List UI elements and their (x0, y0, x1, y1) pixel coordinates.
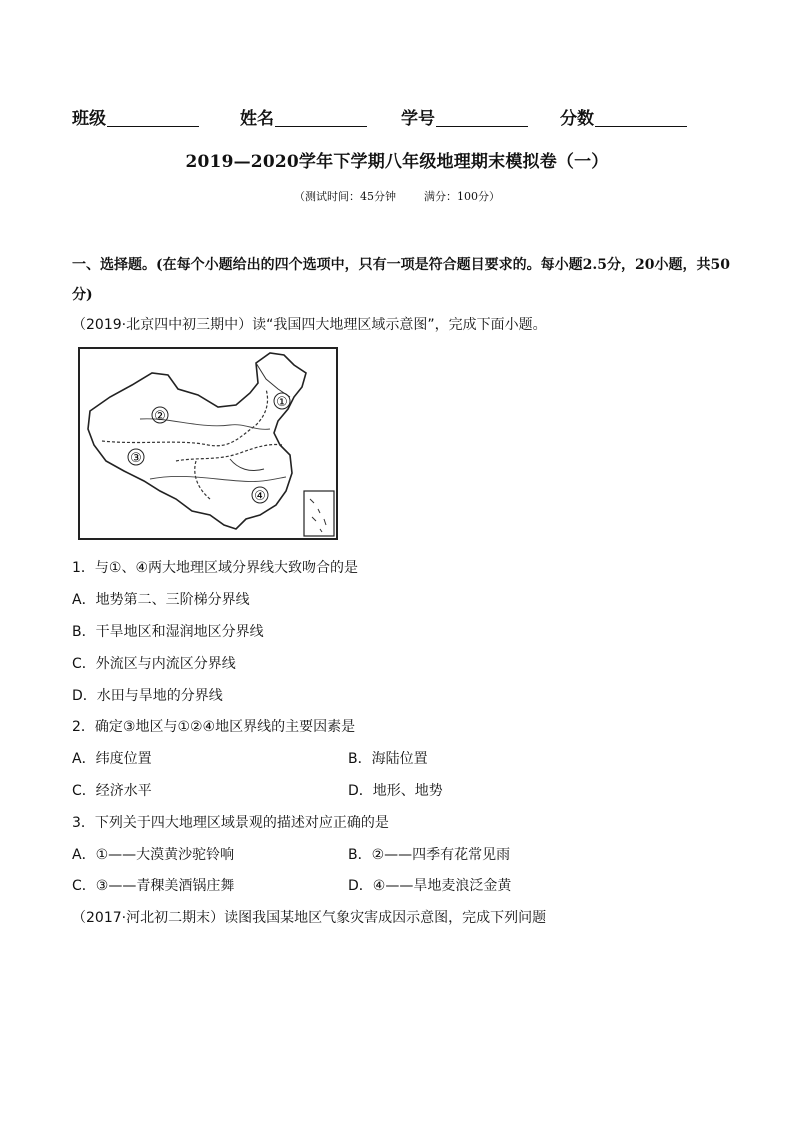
question-2-stem: 2．确定③地区与①②④地区界线的主要因素是 (72, 719, 356, 735)
name-label: 姓名 (240, 109, 274, 129)
q2-option-c[interactable]: C．经济水平 (72, 783, 152, 799)
full-score: 满分：100分） (424, 190, 500, 203)
map-label-3: ③ (130, 451, 142, 466)
student-id-blank[interactable] (436, 108, 528, 127)
question-3-stem: 3．下列关于四大地理区域景观的描述对应正确的是 (72, 815, 389, 831)
source-note-2: （2017·河北初二期末）读图我国某地区气象灾害成因示意图，完成下列问题 (72, 910, 547, 926)
class-field (72, 104, 199, 129)
score-label: 分数 (560, 109, 594, 129)
class-label: 班级 (72, 109, 106, 129)
q1-option-d[interactable]: D．水田与旱地的分界线 (72, 688, 223, 704)
map-label-4: ④ (254, 489, 266, 504)
q2-option-a[interactable]: A．纬度位置 (72, 751, 152, 767)
question-1-stem: 1．与①、④两大地理区域分界线大致吻合的是 (72, 560, 359, 576)
q3-option-c[interactable]: C．③——青稞美酒锅庄舞 (72, 878, 235, 894)
score-blank[interactable] (595, 108, 687, 127)
name-field (240, 104, 367, 129)
q3-option-b[interactable]: B．②——四季有花常见雨 (348, 847, 511, 863)
student-id-field (401, 104, 528, 129)
score-field (560, 104, 687, 129)
name-blank[interactable] (275, 108, 367, 127)
q1-option-b[interactable]: B．干旱地区和湿润地区分界线 (72, 624, 264, 640)
china-regions-map (78, 347, 338, 540)
section-heading: 一、选择题。(在每个小题给出的四个选项中，只有一项是符合题目要求的。每小题2.5分，20小题，共50分) (72, 257, 730, 303)
q3-option-a[interactable]: A．①——大漠黄沙驼铃响 (72, 847, 235, 863)
q1-option-a[interactable]: A．地势第二、三阶梯分界线 (72, 592, 250, 608)
student-info-row (0, 104, 794, 130)
exam-subtitle (0, 188, 794, 204)
q2-option-d[interactable]: D．地形、地势 (348, 783, 443, 799)
test-time: （测试时间：45分钟 (294, 190, 396, 203)
map-label-1: ① (276, 395, 288, 410)
source-note-1: （2019·北京四中初三期中）读“我国四大地理区域示意图”，完成下面小题。 (72, 317, 547, 333)
q1-option-c[interactable]: C．外流区与内流区分界线 (72, 656, 236, 672)
class-blank[interactable] (107, 108, 199, 127)
student-id-label: 学号 (401, 109, 435, 129)
map-label-2: ② (154, 409, 166, 424)
exam-title: 2019—2020学年下学期八年级地理期末模拟卷（一） (185, 152, 609, 172)
q2-option-b[interactable]: B．海陆位置 (348, 751, 428, 767)
q3-option-d[interactable]: D．④——旱地麦浪泛金黄 (348, 878, 512, 894)
